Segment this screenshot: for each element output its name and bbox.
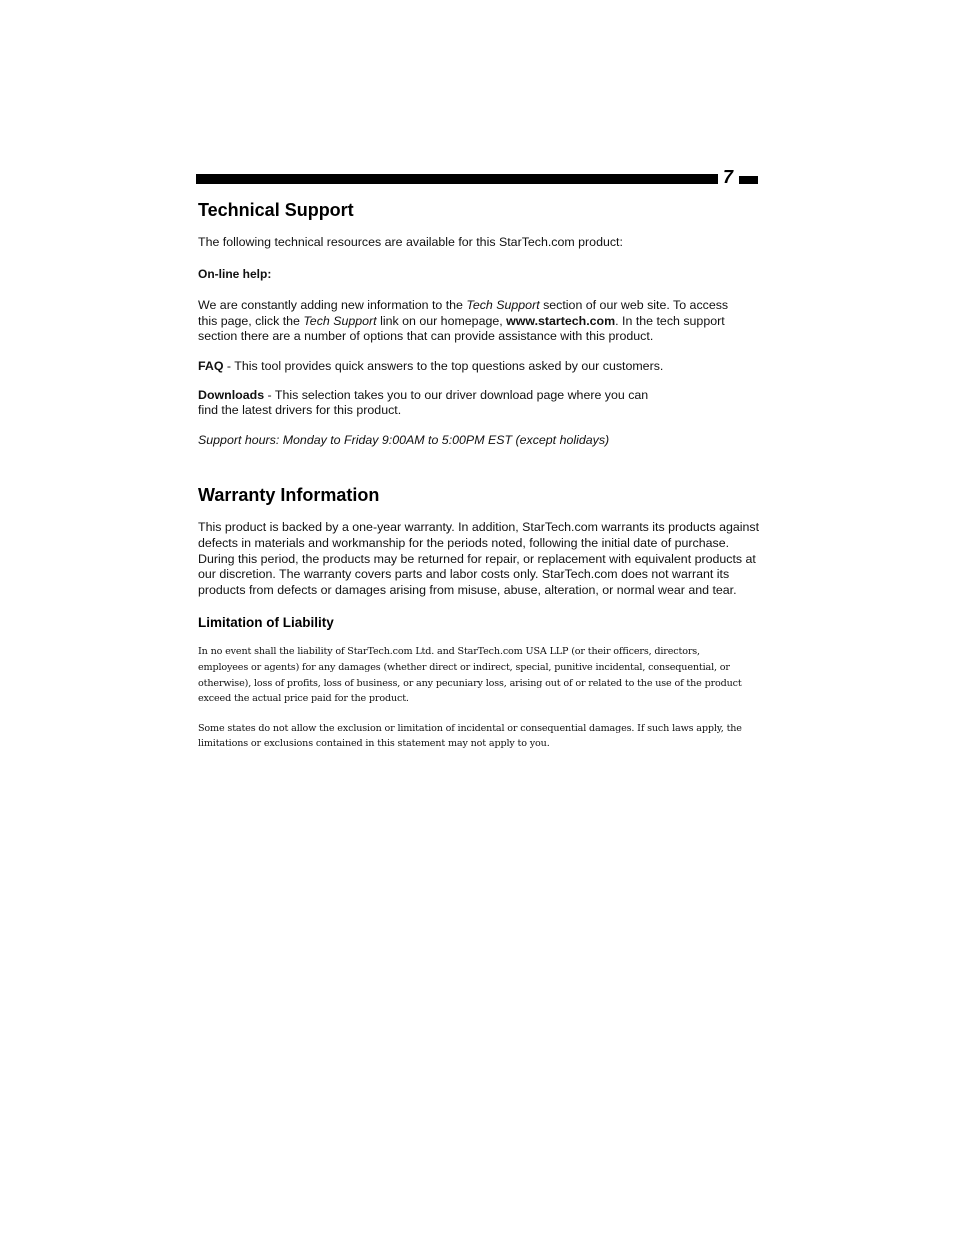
page-content xyxy=(198,198,758,752)
faq-item: FAQ - This tool provides quick answers to the top questions asked by our customers. xyxy=(198,358,664,373)
header-rule xyxy=(196,174,718,184)
liability-heading: Limitation of Liability xyxy=(198,615,334,631)
online-help-label: On-line help: xyxy=(198,266,272,281)
tech-support-heading: Technical Support xyxy=(198,200,354,220)
tech-support-intro: The following technical resources are available for this StarTech.com product: xyxy=(198,235,623,249)
downloads-item: Downloads - This selection takes you to our driver download page where you can find the latest drivers for this product. xyxy=(198,387,649,418)
liability-paragraph-2: Some states do not allow the exclusion or limitation of incidental or consequential damages. If such laws apply, the limitations or exclusions contained in this statement may not apply to you. xyxy=(198,722,742,750)
warranty-heading: Warranty Information xyxy=(198,485,380,506)
page-number: 7 xyxy=(723,167,734,187)
website-url: www.startech.com xyxy=(506,313,616,328)
header-rule-end xyxy=(739,176,758,184)
warranty-body: This product is backed by a one-year warranty. In addition, StarTech.com warrants its products against defects in materials and workmanship for the periods noted, following the initial date of purchase. During this period, the products may be returned for repair, or replacement with equivalent products at our discretion. The warranty covers parts and labor costs only. StarTech.com does not warrant its products from defects or damages arising from misuse, abuse, alteration, or normal wear and tear. xyxy=(198,520,760,597)
online-help-text: We are constantly adding new information to the Tech Support section of our web site. To access this page, click the Tech Support link on our homepage, www.startech.com. In the tech support section there are a number of options that can provide assistance with this product. xyxy=(198,298,729,344)
downloads-label: Downloads xyxy=(198,387,265,402)
faq-label: FAQ xyxy=(198,358,224,373)
tech-support-link-2: Tech Support xyxy=(303,313,377,328)
liability-paragraph-1: In no event shall the liability of StarTech.com Ltd. and StarTech.com USA LLP (or their officers, directors, employees or agents) for any damages (whether direct or indirect, special, punitive incidental, consequential, or otherwise), loss of profits, loss of business, or any pecuniary loss, arising out of or related to the use of the product exceed the actual price paid for the product. xyxy=(198,646,742,705)
support-hours: Support hours: Monday to Friday 9:00AM to 5:00PM EST (except holidays) xyxy=(198,432,610,447)
tech-support-link: Tech Support xyxy=(466,298,540,313)
